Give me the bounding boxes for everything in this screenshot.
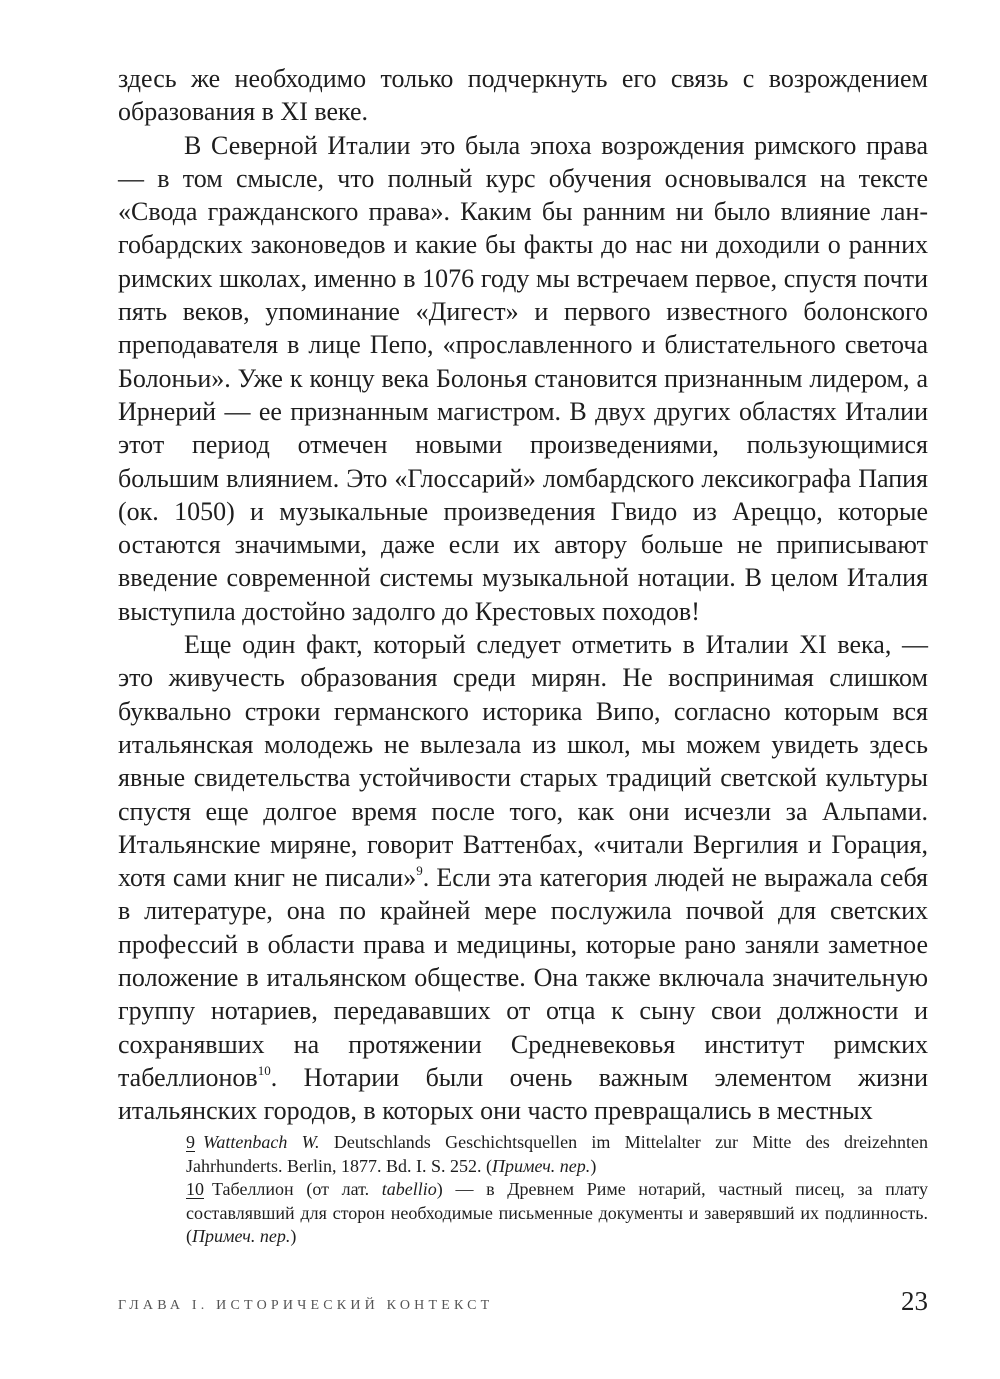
- text-run: Табеллион (от лат.: [212, 1179, 382, 1199]
- footnote-ref: 9: [416, 863, 423, 879]
- italic-text: Примеч. пер.: [491, 1155, 591, 1176]
- paragraph: [118, 129, 928, 628]
- footnote: [186, 1131, 928, 1178]
- main-text: [118, 62, 928, 1128]
- page-number: 23: [901, 1286, 928, 1316]
- text-run: Еще один факт, который следует отметить в Италии XI века, — это живучесть образования среди мирян. Не воспринимая слишком буквально строки германского историка Випо, согласно которым вся итальянская молодежь не вылезала из школ, мы можем увидеть здесь явные свидетельства устойчивости старых традиций светской культуры спустя еще долгое время после того, как они исчезли за Альпами. Итальянские миряне, говорит Ваттенбах, «читали Вергилия и Горация, хотя сами книг не писали»: [118, 630, 928, 893]
- italic-text: Wattenbach W.: [203, 1132, 320, 1152]
- text-run: ): [290, 1226, 297, 1246]
- text-run: ) — в Древнем Риме нотарий, частный писец, за плату составлявший для сторон необходимые письменные документы и заверявший их подлинность. (: [186, 1179, 928, 1246]
- footnotes: [186, 1131, 928, 1249]
- text-run: . Нотарии были очень важным элементом жизни итальянских городов, в которых они часто превращались в местных: [118, 1062, 928, 1126]
- text-run: ): [590, 1155, 597, 1176]
- italic-text: Примеч. пер.: [192, 1226, 291, 1246]
- footnote-number: 9: [186, 1132, 195, 1152]
- text-run: В Северной Италии это была эпоха возрождения римского права — в том смысле, что полный курс обучения основывался на тексте «Свода гражданского права». Каким бы ранним ни было влияние лангобардских законоведов и какие бы факты до нас ни доходили о ранних римских школах, именно в 1076 году мы встречаем первое, спустя почти пять веков, упоминание «Дигест» и первого известного болонского преподавателя в лице Пепо, «прославленного и блистательного светоча Болоньи». Уже к концу века Болонья становится признанным лидером, а Ирнерий — ее признанным магистром. В двух других областях Италии этот период отмечен новыми произведениями, пользующимися большим влиянием. Это «Глоссарий» ломбардского лексикографа Папия (ок. 1050) и музыкальные произведения Гвидо из Ареццо, которые остаются значимыми, даже если их автору больше не приписывают введение современной системы музыкальной нотации. В целом Италия выступила достойно задолго до Крестовых походов!: [118, 130, 928, 626]
- running-head: ГЛАВА I. ИСТОРИЧЕСКИЙ КОНТЕКСТ: [118, 1298, 494, 1313]
- footnote: [186, 1178, 928, 1249]
- text-run: здесь же необходимо только подчеркнуть его связь с возрождением образования в XI веке.: [118, 64, 928, 127]
- text-run: . Если эта категория людей не выражала себя в литературе, она по крайней мере послужила почвой для светских профессий в области права и медицины, которые рано заняли заметное положение в итальянском обществе. Она также включала значительную группу нотариев, передававших от отца к сыну свои должности и сохранявших на протяжении Средневековья институт римских табеллионов: [118, 863, 928, 1092]
- text-run: Deutschlands Geschichtsquellen im Mittelalter zur Mitte des dreizehnten Jahrhunderts. Berlin, 1877. Bd. I. S. 252. (: [186, 1132, 928, 1176]
- italic-text: tabellio: [381, 1179, 437, 1199]
- footnote-number: 10: [186, 1179, 204, 1199]
- paragraph: [118, 62, 928, 129]
- footnote-ref: 10: [257, 1062, 271, 1078]
- paragraph: [118, 628, 928, 1127]
